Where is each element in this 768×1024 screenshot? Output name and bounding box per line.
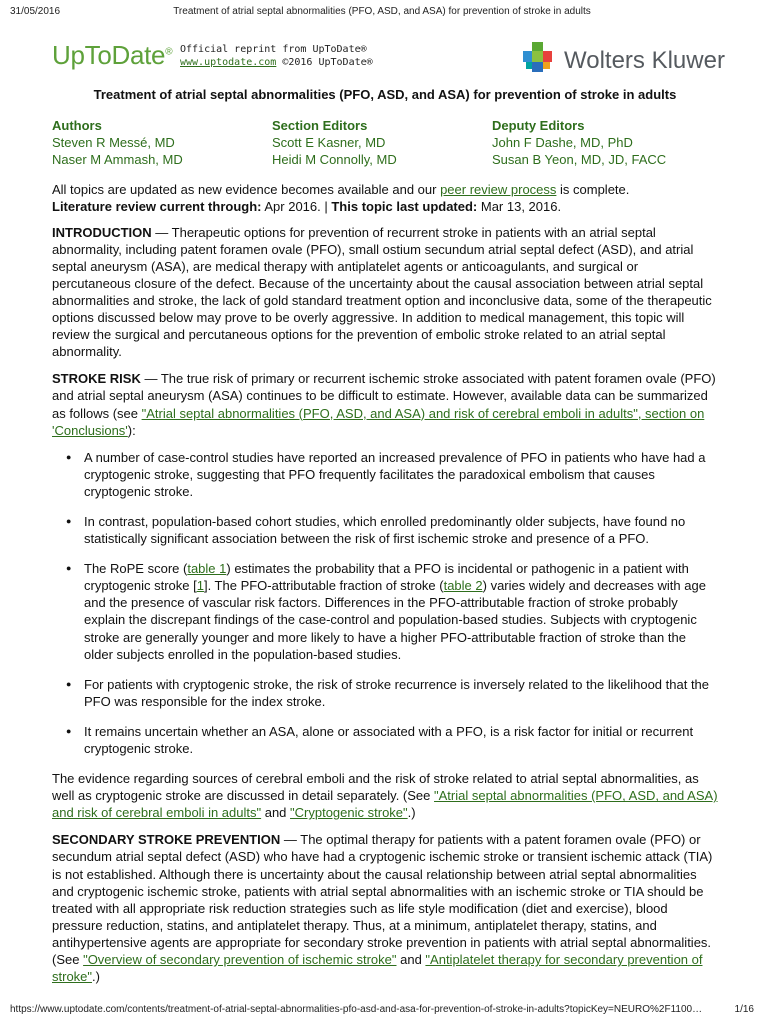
- authors-column: [52, 117, 272, 168]
- deputy-editor-link[interactable]: John F Dashe, MD, PhD: [492, 135, 633, 151]
- list-item: ● It remains uncertain whether an ASA, alone or associated with a PFO, is a risk factor for initial or recurrent cryptogenic stroke.: [84, 723, 718, 757]
- section-editor-link[interactable]: Heidi M Connolly, MD: [272, 152, 397, 168]
- table-1-link[interactable]: table 1: [187, 561, 227, 577]
- review-label: Literature review current through:: [52, 199, 262, 215]
- antiplatelet-therapy-link[interactable]: "Antiplatelet therapy for secondary prevention of stroke": [52, 952, 703, 985]
- list-item: ● For patients with cryptogenic stroke, the risk of stroke recurrence is inversely related to the likelihood that the PFO was responsible for the index stroke.: [84, 676, 718, 710]
- section-editor-link[interactable]: Scott E Kasner, MD: [272, 135, 386, 151]
- print-date: 31/05/2016: [10, 6, 61, 17]
- uptodate-logo[interactable]: UpToDate®: [52, 40, 173, 70]
- publisher-name: Wolters Kluwer: [564, 47, 725, 74]
- section-editors-label: Section Editors: [272, 118, 368, 134]
- risk-conclusions-link[interactable]: "Atrial septal abnormalities (PFO, ASD, and ASA) and risk of cerebral emboli in adults", section on 'Conclusions': [52, 405, 705, 438]
- print-header: [10, 6, 754, 20]
- reprint-line1: Official reprint from UpToDate®: [180, 44, 367, 55]
- introduction-text: — Therapeutic options for prevention of recurrent stroke in patients with an atrial septal abnormality, including patent foramen ovale (PFO), small ostium secundum atrial septal defect (ASD), and atrial septal aneurysm (ASA), are medical therapy with antiplatelet agents or anticoagulants, and surgical or percutaneous closure of the defect. Because of the uncertainty about the causal association between atrial septal abnormalities and stroke, the lack of gold standard treatment option and inconclusive data, some of the therapeutic options discussed below may prove to be overly aggressive. In addition to medical management, this topic will review the surgical and percutaneous options for the prevention of embolic stroke related to an atrial septal abnormality.: [52, 224, 712, 360]
- brand-header: [52, 38, 730, 82]
- list-item: ● In contrast, population-based cohort studies, which enrolled predominantly older subjects, have found no statistically significant association between the risk of first ischemic stroke and presence of a PFO.: [84, 513, 718, 547]
- evidence-paragraph: The evidence regarding sources of cerebral emboli and the risk of stroke related to atrial septal abnormalities, as well as cryptogenic stroke are discussed in detail separately. (See "Atrial septal abnormalities (PFO, ASD, and ASA) and risk of cerebral emboli in adults" and "Cryptogenic stroke".): [52, 771, 718, 821]
- stroke-risk-list: [52, 449, 718, 757]
- deputy-editors-label: Deputy Editors: [492, 118, 585, 134]
- update-notice: All topics are updated as new evidence becomes available and our peer review process is complete. Literature review current through: Apr 2016. | This topic last updated: Mar 13, 2016.: [52, 182, 630, 215]
- contributors: [52, 117, 718, 168]
- author-link[interactable]: Naser M Ammash, MD: [52, 152, 183, 168]
- introduction-heading: INTRODUCTION: [52, 224, 152, 240]
- updated-label: This topic last updated:: [331, 199, 478, 215]
- list-item: ● A number of case-control studies have reported an increased prevalence of PFO in patients who have had a cryptogenic stroke, suggesting that PFO frequently facilitates the paradoxical embolism that causes cryptogenic stroke.: [84, 449, 718, 500]
- secondary-prevention-section: SECONDARY STROKE PREVENTION — The optimal therapy for patients with a patent foramen ovale (PFO) or secundum atrial septal defect (ASD) who have had a cryptogenic ischemic stroke or transient ischemic attack (TIA) is not established. Although there is uncertainty about the causal relationship between atrial septal abnormalities and cryptogenic ischemic stroke, patients with atrial septal abnormalities with an ischemic stroke or TIA should be treated with all appropriate risk reduction strategies such as life style modification (diet and exercise), blood pressure reduction, statins, and antiplatelet therapy. Thus, at a minimum, antiplatelet therapy, statins, and antihypertensive agents are appropriate for secondary stroke prevention in patients with atrial septal abnormalities. (See "Overview of secondary prevention of ischemic stroke" and "Antiplatelet therapy for secondary prevention of stroke".): [52, 832, 713, 985]
- print-footer: [10, 1004, 754, 1018]
- article: [52, 86, 718, 995]
- stroke-risk-heading: STROKE RISK: [52, 371, 141, 387]
- introduction-section: [52, 224, 718, 361]
- reprint-notice: Official reprint from UpToDate® www.uptodate.com ©2016 UpToDate®: [180, 44, 373, 68]
- print-title: Treatment of atrial septal abnormalities (PFO, ASD, and ASA) for prevention of stroke in adults: [173, 6, 591, 17]
- author-link[interactable]: Steven R Messé, MD: [52, 135, 175, 151]
- stroke-risk-section: STROKE RISK — The true risk of primary or recurrent ischemic stroke associated with patent foramen ovale (PFO) and atrial septal aneurysm (ASA) continues to be difficult to estimate. However, available data can be summarized as follows (see "Atrial septal abnormalities (PFO, ASD, and ASA) and risk of cerebral emboli in adults", section on 'Conclusions'):: [52, 371, 716, 438]
- cryptogenic-stroke-link[interactable]: "Cryptogenic stroke": [290, 805, 408, 821]
- table-2-link[interactable]: table 2: [443, 578, 483, 594]
- uptodate-link[interactable]: www.uptodate.com: [180, 57, 277, 68]
- section-editors-column: [272, 117, 492, 168]
- risk-emboli-link[interactable]: "Atrial septal abnormalities (PFO, ASD, and ASA) and risk of cerebral emboli in adults": [52, 788, 718, 821]
- wolters-kluwer-logo: [520, 40, 730, 76]
- secondary-prevention-heading: SECONDARY STROKE PREVENTION: [52, 832, 281, 848]
- peer-review-link[interactable]: peer review process: [440, 182, 557, 198]
- page-title: Treatment of atrial septal abnormalities (PFO, ASD, and ASA) for prevention of stroke in adults: [93, 87, 677, 102]
- deputy-editor-link[interactable]: Susan B Yeon, MD, JD, FACC: [492, 152, 667, 168]
- authors-label: Authors: [52, 118, 102, 134]
- secondary-prevention-overview-link[interactable]: "Overview of secondary prevention of ischemic stroke": [83, 952, 397, 968]
- deputy-editors-column: [492, 117, 712, 168]
- list-item: ● The RoPE score (table 1) estimates the probability that a PFO is incidental or pathogenic in a patient with cryptogenic stroke [1]. The PFO-attributable fraction of stroke (table 2) varies widely and decreases with age and the presence of vascular risk factors. Differences in the PFO-attributable fraction of stroke probably explain the discrepant findings of the case-control and population-based studies. Subjects with cryptogenic stroke are generally younger and more likely to have a higher PFO-attributable fraction of stroke than the older subjects enrolled in the population-based studies.: [84, 560, 718, 663]
- page-number: 1/16: [734, 1004, 754, 1015]
- reference-1-link[interactable]: 1: [196, 578, 204, 594]
- print-url: https://www.uptodate.com/contents/treatment-of-atrial-septal-abnormalities-pfo-asd-and-asa-for-prevention-of-stroke-in-adults?topicKey=NEURO%2F1100…: [10, 1004, 703, 1015]
- wolters-kluwer-mark-icon: [520, 40, 556, 76]
